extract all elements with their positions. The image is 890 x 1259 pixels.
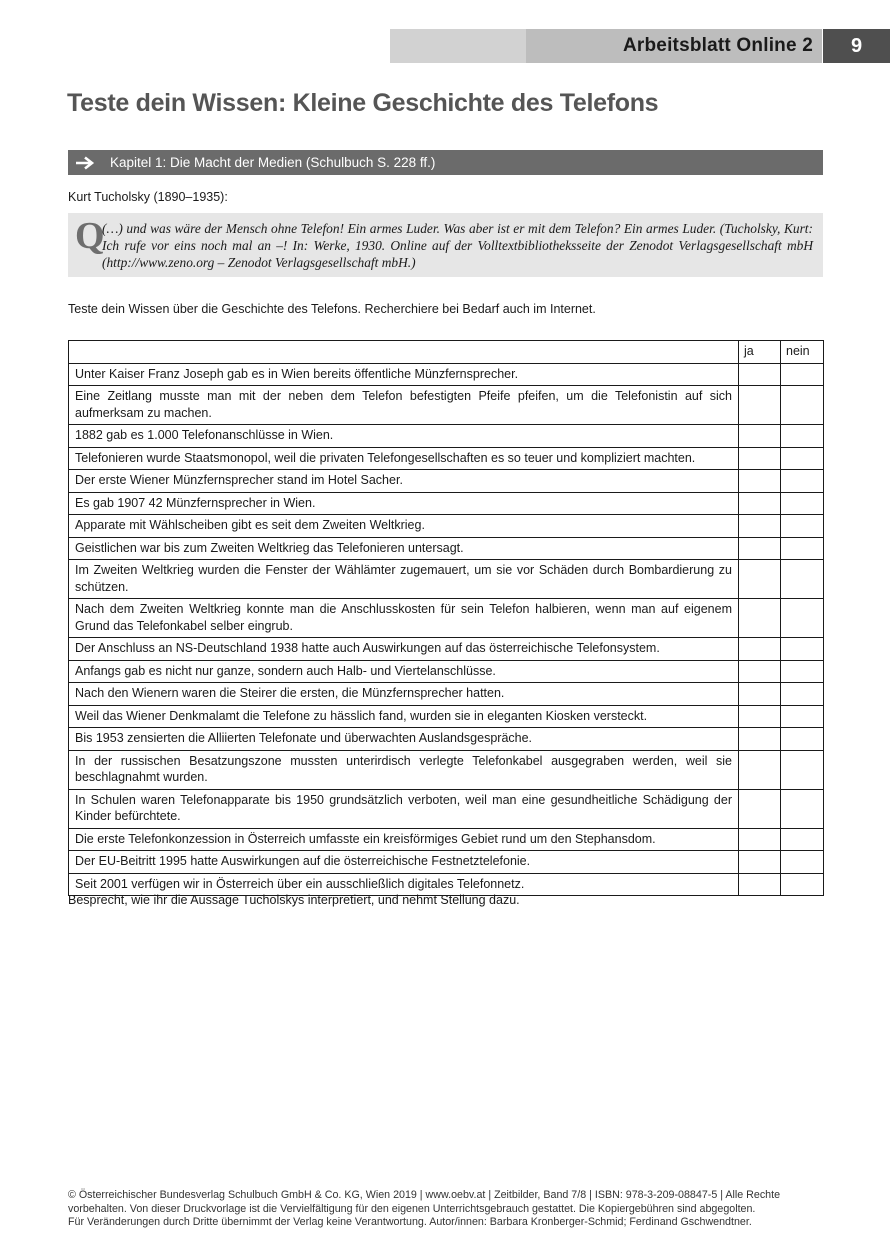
answer-nein-cell[interactable] — [781, 425, 824, 448]
statement-cell: Der Anschluss an NS-Deutschland 1938 hatte auch Auswirkungen auf das österreichische Telefonsystem. — [69, 638, 739, 661]
answer-ja-cell[interactable] — [739, 515, 781, 538]
arrow-right-icon-graphic — [75, 156, 95, 170]
table-row — [69, 363, 824, 386]
table-row — [69, 599, 824, 638]
statement-cell: Anfangs gab es nicht nur ganze, sondern auch Halb- und Viertelanschlüsse. — [69, 660, 739, 683]
table-row — [69, 560, 824, 599]
column-header-ja: ja — [739, 341, 781, 364]
worksheet-label-bar — [526, 29, 822, 63]
answer-nein-cell[interactable] — [781, 447, 824, 470]
statement-cell: Eine Zeitlang musste man mit der neben dem Telefon befestigten Pfeife pfeifen, um die Telefonistin auf sich aufmerksam zu machen. — [69, 386, 739, 425]
answer-ja-cell[interactable] — [739, 873, 781, 896]
answer-nein-cell[interactable] — [781, 560, 824, 599]
quote-text: (…) und was wäre der Mensch ohne Telefon! Ein armes Luder. Was aber ist er mit dem Telefon? Ein armes Luder. (Tucholsky, Kurt: Ich rufe vor eins noch mal an –! In: Werke, 1930. Online auf der Volltextbibliotheksseite der Zenodot Verlagsgesellschaft mbH (http://www.zeno.org – Zenodot Verlagsgesellschaft mbH.) — [102, 221, 813, 270]
quote-box — [68, 213, 823, 277]
answer-ja-cell[interactable] — [739, 386, 781, 425]
answer-ja-cell[interactable] — [739, 599, 781, 638]
answer-nein-cell[interactable] — [781, 537, 824, 560]
answer-nein-cell[interactable] — [781, 492, 824, 515]
answer-nein-cell[interactable] — [781, 750, 824, 789]
statement-cell: Es gab 1907 42 Münzfernsprecher in Wien. — [69, 492, 739, 515]
answer-ja-cell[interactable] — [739, 750, 781, 789]
table-row — [69, 515, 824, 538]
table-row — [69, 851, 824, 874]
table-row — [69, 705, 824, 728]
answer-nein-cell[interactable] — [781, 470, 824, 493]
statement-cell: Die erste Telefonkonzession in Österreich umfasste ein kreisförmiges Gebiet rund um den Stephansdom. — [69, 828, 739, 851]
statement-cell: Der EU-Beitritt 1995 hatte Auswirkungen auf die österreichische Festnetztelefonie. — [69, 851, 739, 874]
answer-ja-cell[interactable] — [739, 470, 781, 493]
table-header-row — [69, 341, 824, 364]
table-row — [69, 470, 824, 493]
answer-nein-cell[interactable] — [781, 828, 824, 851]
table-row — [69, 492, 824, 515]
table-row — [69, 789, 824, 828]
answer-nein-cell[interactable] — [781, 789, 824, 828]
answer-ja-cell[interactable] — [739, 728, 781, 751]
statement-cell: Weil das Wiener Denkmalamt die Telefone zu hässlich fand, wurden sie in eleganten Kiosken versteckt. — [69, 705, 739, 728]
table-row — [69, 425, 824, 448]
statement-cell: Unter Kaiser Franz Joseph gab es in Wien bereits öffentliche Münzfernsprecher. — [69, 363, 739, 386]
statement-cell: Nach den Wienern waren die Steirer die ersten, die Münzfernsprecher hatten. — [69, 683, 739, 706]
answer-nein-cell[interactable] — [781, 386, 824, 425]
answer-nein-cell[interactable] — [781, 728, 824, 751]
answer-ja-cell[interactable] — [739, 705, 781, 728]
answer-nein-cell[interactable] — [781, 851, 824, 874]
answer-nein-cell[interactable] — [781, 660, 824, 683]
answer-ja-cell[interactable] — [739, 492, 781, 515]
answer-nein-cell[interactable] — [781, 599, 824, 638]
statement-cell: Geistlichen war bis zum Zweiten Weltkrieg das Telefonieren untersagt. — [69, 537, 739, 560]
answer-ja-cell[interactable] — [739, 638, 781, 661]
quiz-table — [68, 340, 824, 896]
table-row — [69, 660, 824, 683]
answer-ja-cell[interactable] — [739, 560, 781, 599]
statement-cell: Im Zweiten Weltkrieg wurden die Fenster der Wählämter zugemauert, um sie vor Schäden durch Bombardierung zu schützen. — [69, 560, 739, 599]
answer-nein-cell[interactable] — [781, 363, 824, 386]
footer-line: Für Veränderungen durch Dritte übernimmt der Verlag keine Verantwortung. Autor/innen: Barbara Kronberger-Schmid; Ferdinand Gschwendtner. — [68, 1216, 752, 1228]
statement-cell: Nach dem Zweiten Weltkrieg konnte man die Anschlusskosten für sein Telefon halbieren, wenn man auf eigenem Grund das Telefonkabel selber eingrub. — [69, 599, 739, 638]
chapter-bar — [68, 150, 823, 175]
table-row — [69, 447, 824, 470]
worksheet-label: Arbeitsblatt Online 2 — [622, 35, 813, 56]
statement-cell: In der russischen Besatzungszone mussten unterirdisch verlegte Telefonkabel ausgegraben werden, weil sie beschlagnahmt wurden. — [69, 750, 739, 789]
discussion-task: Besprecht, wie ihr die Aussage Tucholskys interpretiert, und nehmt Stellung dazu. — [68, 893, 520, 907]
statement-cell: 1882 gab es 1.000 Telefonanschlüsse in Wien. — [69, 425, 739, 448]
statement-cell: Bis 1953 zensierten die Alliierten Telefonate und überwachten Auslandsgespräche. — [69, 728, 739, 751]
header-blank-cell — [69, 341, 739, 364]
quote-marker: Q — [75, 215, 105, 257]
statement-cell: Telefonieren wurde Staatsmonopol, weil die privaten Telefongesellschaften es so teuer und kompliziert machten. — [69, 447, 739, 470]
answer-nein-cell[interactable] — [781, 705, 824, 728]
answer-nein-cell[interactable] — [781, 515, 824, 538]
answer-ja-cell[interactable] — [739, 447, 781, 470]
answer-nein-cell[interactable] — [781, 873, 824, 896]
answer-ja-cell[interactable] — [739, 363, 781, 386]
answer-nein-cell[interactable] — [781, 638, 824, 661]
table-row — [69, 728, 824, 751]
statement-cell: Der erste Wiener Münzfernsprecher stand im Hotel Sacher. — [69, 470, 739, 493]
chapter-title: Kapitel 1: Die Macht der Medien (Schulbuch S. 228 ff.) — [110, 155, 436, 170]
page-title: Teste dein Wissen: Kleine Geschichte des Telefons — [67, 89, 659, 117]
answer-ja-cell[interactable] — [739, 683, 781, 706]
page-number-box — [823, 29, 890, 63]
table-row — [69, 386, 824, 425]
footer — [68, 1189, 823, 1230]
statement-cell: Seit 2001 verfügen wir in Österreich über ein ausschließlich digitales Telefonnetz. — [69, 873, 739, 896]
quote-author: Kurt Tucholsky (1890–1935): — [68, 190, 228, 204]
answer-ja-cell[interactable] — [739, 828, 781, 851]
table-row — [69, 683, 824, 706]
statement-cell: Apparate mit Wählscheiben gibt es seit dem Zweiten Weltkrieg. — [69, 515, 739, 538]
answer-ja-cell[interactable] — [739, 425, 781, 448]
table-row — [69, 828, 824, 851]
answer-ja-cell[interactable] — [739, 660, 781, 683]
instruction-text: Teste dein Wissen über die Geschichte des Telefons. Recherchiere bei Bedarf auch im Internet. — [68, 302, 596, 316]
header-accent-bar — [390, 29, 526, 63]
footer-line: vorbehalten. Von dieser Druckvorlage ist die Vervielfältigung für den eigenen Unterrichtsgebrauch gestattet. Die Kopiergebühren sind abgegolten. — [68, 1202, 756, 1215]
answer-ja-cell[interactable] — [739, 537, 781, 560]
arrow-right-icon — [68, 156, 102, 170]
answer-nein-cell[interactable] — [781, 683, 824, 706]
answer-ja-cell[interactable] — [739, 789, 781, 828]
statement-cell: In Schulen waren Telefonapparate bis 1950 grundsätzlich verboten, weil man eine gesundheitliche Schädigung der Kinder befürchtete. — [69, 789, 739, 828]
answer-ja-cell[interactable] — [739, 851, 781, 874]
footer-line: © Österreichischer Bundesverlag Schulbuch GmbH & Co. KG, Wien 2019 | www.oebv.at | Zeitbilder, Band 7/8 | ISBN: 978-3-209-08847-5 | Alle Rechte — [68, 1189, 781, 1201]
page-number: 9 — [850, 34, 863, 57]
table-row — [69, 638, 824, 661]
table-row — [69, 750, 824, 789]
table-row — [69, 537, 824, 560]
column-header-nein: nein — [781, 341, 824, 364]
